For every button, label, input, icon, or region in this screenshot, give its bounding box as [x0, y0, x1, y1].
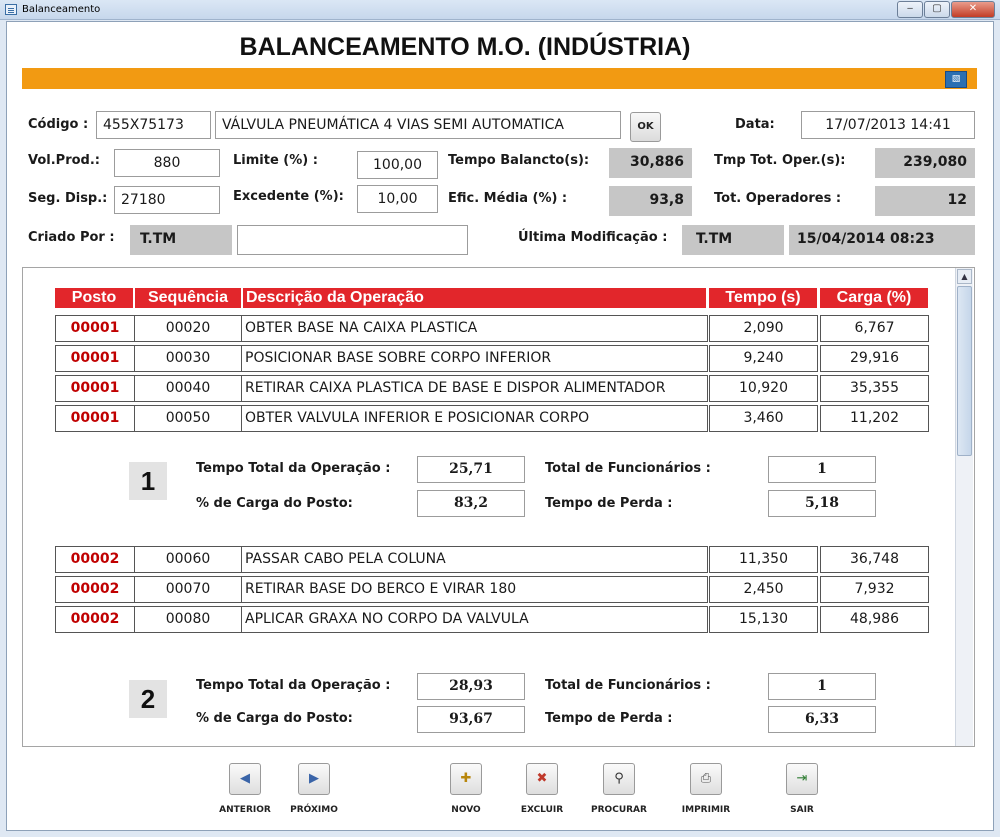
posto-number-badge: 1: [129, 462, 167, 500]
excedente-field[interactable]: 10,00: [357, 185, 438, 213]
posto-cell[interactable]: 00001: [55, 345, 135, 372]
posto-cell[interactable]: 00002: [55, 606, 135, 633]
descricao-cell[interactable]: RETIRAR BASE DO BERCO E VIRAR 180: [241, 576, 708, 603]
descricao-cell[interactable]: APLICAR GRAXA NO CORPO DA VALVULA: [241, 606, 708, 633]
posto-number-badge: 2: [129, 680, 167, 718]
tempo-total-label: Tempo Total da Operação :: [196, 461, 391, 476]
carga-cell[interactable]: 35,355: [820, 375, 929, 402]
carga-cell[interactable]: 29,916: [820, 345, 929, 372]
scroll-up-icon[interactable]: ▲: [957, 269, 972, 284]
carga-posto-label: % de Carga do Posto:: [196, 496, 353, 511]
tempo-total-label: Tempo Total da Operação :: [196, 678, 391, 693]
exit-door-icon: ⇥: [796, 771, 808, 786]
sequencia-cell[interactable]: 00050: [134, 405, 242, 432]
seg-disp-label: Seg. Disp.:: [28, 191, 108, 206]
efic-media-label: Efic. Média (%) :: [448, 191, 568, 206]
maximize-icon: ▢: [932, 3, 942, 14]
minimize-icon: ‒: [906, 3, 914, 14]
col-header-tempo: Tempo (s): [709, 288, 817, 308]
novo-button[interactable]: [450, 763, 482, 795]
descricao-produto-field[interactable]: VÁLVULA PNEUMÁTICA 4 VIAS SEMI AUTOMATICA: [215, 111, 621, 139]
sequencia-cell[interactable]: 00020: [134, 315, 242, 342]
header-accent-bar: [22, 68, 977, 89]
tempo-perda-label: Tempo de Perda :: [545, 496, 673, 511]
tempo-total-value: 25,71: [417, 456, 525, 483]
sequencia-cell[interactable]: 00040: [134, 375, 242, 402]
excluir-label: EXCLUIR: [520, 805, 564, 815]
carga-cell[interactable]: 7,932: [820, 576, 929, 603]
anterior-label: ANTERIOR: [219, 805, 271, 815]
seg-disp-field[interactable]: 27180: [114, 186, 220, 214]
carga-posto-value: 93,67: [417, 706, 525, 733]
tempo-perda-label: Tempo de Perda :: [545, 711, 673, 726]
vol-prod-field[interactable]: 880: [114, 149, 220, 177]
tot-operadores-value: 12: [875, 186, 975, 216]
tempo-perda-value: 5,18: [768, 490, 876, 517]
close-icon: ✕: [968, 3, 978, 14]
descricao-cell[interactable]: POSICIONAR BASE SOBRE CORPO INFERIOR: [241, 345, 708, 372]
limite-field[interactable]: 100,00: [357, 151, 438, 179]
ok-button[interactable]: OK: [630, 112, 661, 142]
ultima-modificacao-date: 15/04/2014 08:23: [789, 225, 975, 255]
ultima-modificacao-user: T.TM: [682, 225, 784, 255]
carga-cell[interactable]: 48,986: [820, 606, 929, 633]
sequencia-cell[interactable]: 00070: [134, 576, 242, 603]
tempo-cell[interactable]: 3,460: [709, 405, 818, 432]
total-funcionarios-value: 1: [768, 456, 876, 483]
carga-cell[interactable]: 6,767: [820, 315, 929, 342]
col-header-posto: Posto: [55, 288, 133, 308]
descricao-cell[interactable]: RETIRAR CAIXA PLASTICA DE BASE E DISPOR ALIMENTADOR: [241, 375, 708, 402]
codigo-field[interactable]: 455X75173: [96, 111, 211, 139]
tempo-cell[interactable]: 9,240: [709, 345, 818, 372]
scroll-thumb[interactable]: [957, 286, 972, 456]
printer-icon: ⎙: [700, 771, 712, 786]
sequencia-cell[interactable]: 00030: [134, 345, 242, 372]
descricao-cell[interactable]: PASSAR CABO PELA COLUNA: [241, 546, 708, 573]
excluir-button[interactable]: [526, 763, 558, 795]
sequencia-cell[interactable]: 00060: [134, 546, 242, 573]
window-title: Balanceamento: [22, 4, 101, 15]
tempo-cell[interactable]: 2,090: [709, 315, 818, 342]
data-field[interactable]: 17/07/2013 14:41: [801, 111, 975, 139]
col-header-carga: Carga (%): [820, 288, 928, 308]
tempo-balancto-value: 30,886: [609, 148, 692, 178]
tmp-tot-oper-label: Tmp Tot. Oper.(s):: [714, 153, 846, 168]
vol-prod-label: Vol.Prod.:: [28, 153, 100, 168]
posto-cell[interactable]: 00001: [55, 375, 135, 402]
data-label: Data:: [735, 117, 775, 132]
posto-cell[interactable]: 00002: [55, 576, 135, 603]
tempo-cell[interactable]: 2,450: [709, 576, 818, 603]
maximize-button[interactable]: [924, 1, 950, 18]
carga-posto-value: 83,2: [417, 490, 525, 517]
tot-operadores-label: Tot. Operadores :: [714, 191, 842, 206]
carga-cell[interactable]: 36,748: [820, 546, 929, 573]
tempo-balancto-label: Tempo Balancto(s):: [448, 153, 590, 168]
arrow-left-icon: ◀: [240, 771, 250, 786]
criado-por-label: Criado Por :: [28, 230, 115, 245]
descricao-cell[interactable]: OBTER BASE NA CAIXA PLASTICA: [241, 315, 708, 342]
ultima-modificacao-label: Última Modificação :: [518, 230, 668, 245]
total-funcionarios-value: 1: [768, 673, 876, 700]
new-record-icon: ✚: [460, 771, 472, 786]
tempo-cell[interactable]: 11,350: [709, 546, 818, 573]
limite-label: Limite (%) :: [233, 153, 318, 168]
codigo-label: Código :: [28, 117, 89, 132]
criado-por-value: T.TM: [130, 225, 232, 255]
tempo-total-value: 28,93: [417, 673, 525, 700]
total-funcionarios-label: Total de Funcionários :: [545, 678, 711, 693]
tempo-cell[interactable]: 15,130: [709, 606, 818, 633]
posto-cell[interactable]: 00001: [55, 315, 135, 342]
col-header-descricao: Descrição da Operação: [243, 288, 706, 308]
close-button[interactable]: [951, 1, 995, 18]
tmp-tot-oper-value: 239,080: [875, 148, 975, 178]
criado-por-extra-field[interactable]: [237, 225, 468, 255]
window-titlebar: [0, 0, 1000, 20]
carga-posto-label: % de Carga do Posto:: [196, 711, 353, 726]
total-funcionarios-label: Total de Funcionários :: [545, 461, 711, 476]
anterior-button[interactable]: [229, 763, 261, 795]
arrow-right-icon: ▶: [309, 771, 319, 786]
page-title: BALANCEAMENTO M.O. (INDÚSTRIA): [239, 33, 691, 61]
binoculars-icon: ⚲: [614, 771, 624, 786]
proximo-button[interactable]: [298, 763, 330, 795]
efic-media-value: 93,8: [609, 186, 692, 216]
proximo-label: PRÓXIMO: [290, 805, 338, 815]
posto-cell[interactable]: 00001: [55, 405, 135, 432]
descricao-cell[interactable]: OBTER VALVULA INFERIOR E POSICIONAR CORPO: [241, 405, 708, 432]
app-logo-icon: ▧: [945, 71, 967, 88]
sair-button[interactable]: [786, 763, 818, 795]
delete-icon: ✖: [536, 771, 548, 786]
carga-cell[interactable]: 11,202: [820, 405, 929, 432]
sair-label: SAIR: [790, 805, 814, 815]
novo-label: NOVO: [451, 805, 481, 815]
sequencia-cell[interactable]: 00080: [134, 606, 242, 633]
minimize-button[interactable]: [897, 1, 923, 18]
imprimir-button[interactable]: [690, 763, 722, 795]
tempo-perda-value: 6,33: [768, 706, 876, 733]
tempo-cell[interactable]: 10,920: [709, 375, 818, 402]
excedente-label: Excedente (%):: [233, 189, 344, 204]
procurar-label: PROCURAR: [591, 805, 647, 815]
procurar-button[interactable]: [603, 763, 635, 795]
subform-scrollbar[interactable]: [955, 268, 973, 746]
posto-cell[interactable]: 00002: [55, 546, 135, 573]
imprimir-label: IMPRIMIR: [681, 805, 731, 815]
app-icon: [5, 4, 17, 15]
col-header-sequencia: Sequência: [135, 288, 241, 308]
